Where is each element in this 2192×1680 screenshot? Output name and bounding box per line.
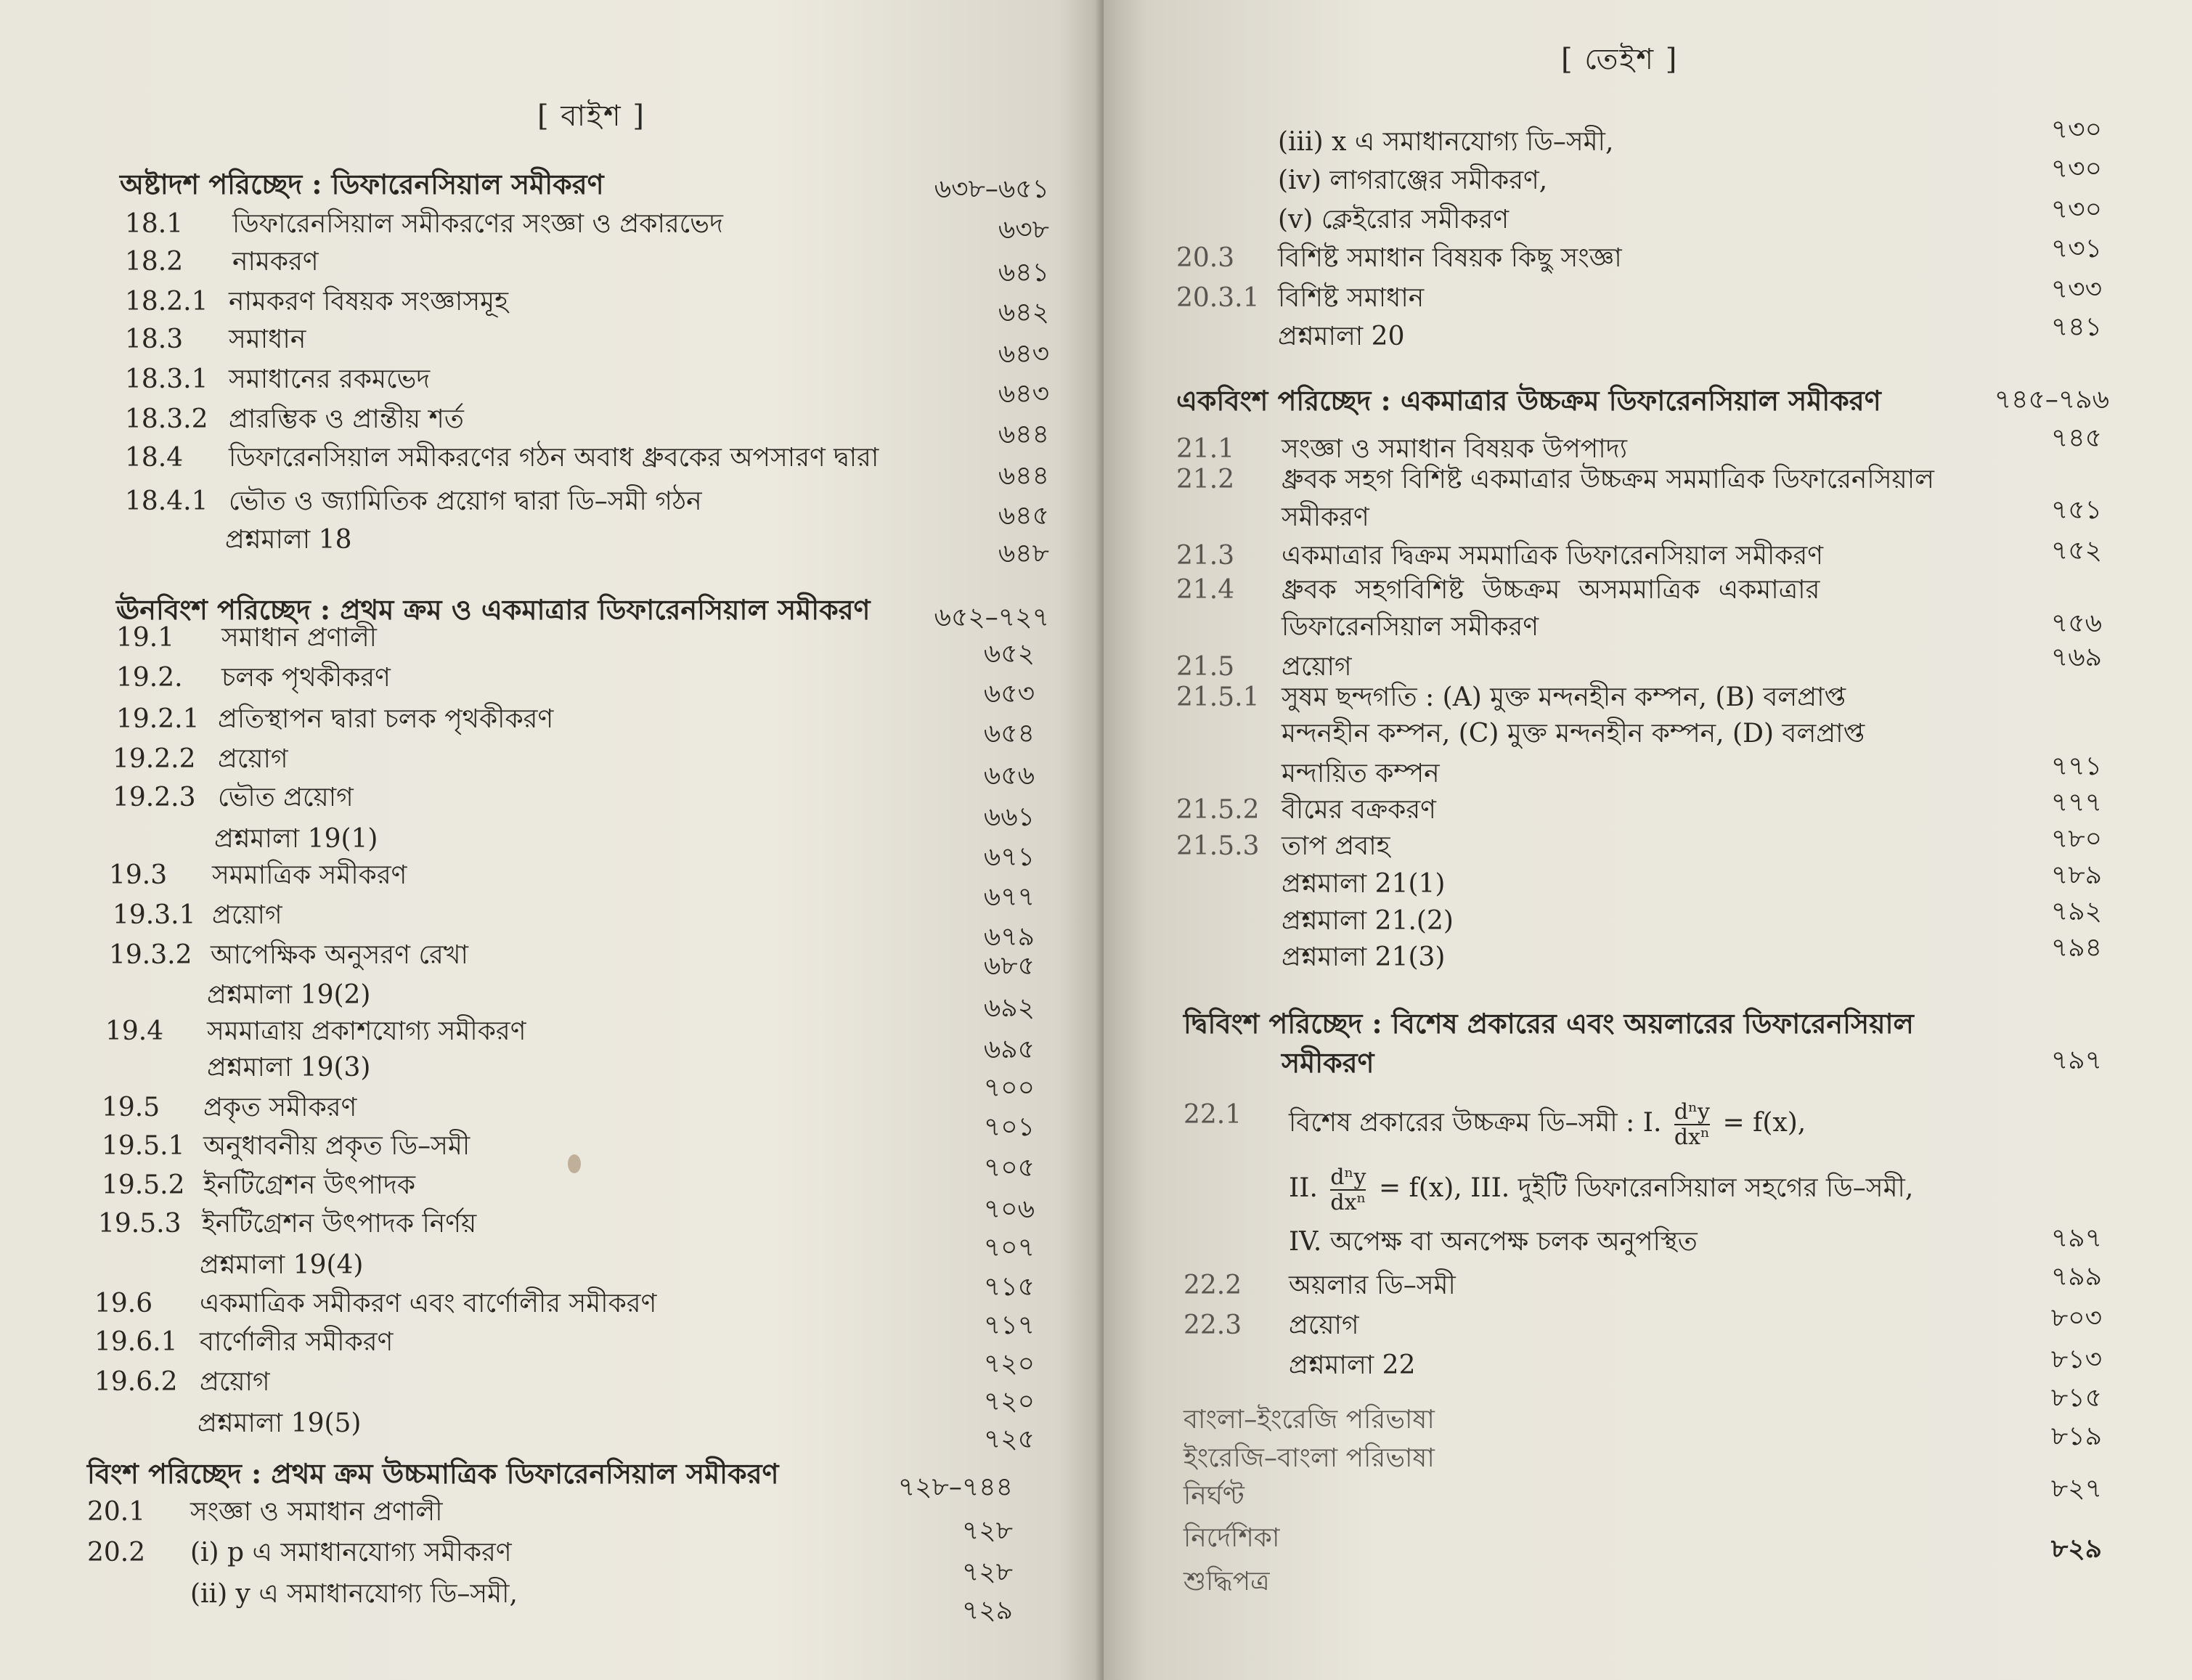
toc-page: ৭৪৫ xyxy=(2050,423,2102,453)
toc-page-range: ৬৫২–৭২৭ xyxy=(934,603,1049,632)
toc-page: ৭২৫ xyxy=(983,1424,1035,1454)
toc-page: ৭৯৯ xyxy=(2050,1262,2102,1292)
toc-page: ৮০৩ xyxy=(2050,1303,2102,1333)
toc-page: ৭৩০ xyxy=(2050,115,2102,144)
toc-page: ৭৯৭ xyxy=(2050,1045,2102,1075)
fraction-dny-dxn: $\frac{\text{dⁿy}}{\text{dxⁿ}}$ xyxy=(1330,1165,1366,1215)
toc-page: ৭৩১ xyxy=(2050,234,2102,264)
fraction-dny-dxn: $\frac{\text{dⁿy}}{\text{dxⁿ}}$ xyxy=(1674,1099,1711,1150)
toc-page: ৬৫৩ xyxy=(983,679,1035,709)
toc-page: ৬৮৫ xyxy=(983,951,1035,981)
toc-chapter: অষ্টাদশ পরিচ্ছেদ : ডিফারেনসিয়াল সমীকরণ xyxy=(120,168,604,200)
toc-page: ৬৪২ xyxy=(998,298,1049,327)
toc-page: ৮১৫ xyxy=(2050,1383,2102,1413)
toc-page: ৮১৯ xyxy=(2050,1422,2102,1451)
paper-stain xyxy=(568,1154,581,1173)
left-page-header: [ বাইশ ] xyxy=(537,99,645,133)
toc-page: ৭৩০ xyxy=(2050,195,2102,224)
toc-page: ৭৯৭ xyxy=(2050,1223,2102,1253)
toc-page: ৬৭৭ xyxy=(983,882,1035,912)
toc-page: ৭০৬ xyxy=(983,1194,1035,1224)
toc-chapter: ঊনবিংশ পরিচ্ছেদ : প্রথম ক্রম ও একমাত্রার ডিফারেনসিয়াল সমীকরণ xyxy=(116,593,871,626)
toc-page: ৬৪৪ xyxy=(998,420,1049,449)
toc-page: ৬৭৯ xyxy=(983,922,1035,952)
right-page-header: [ তেইশ ] xyxy=(1561,43,1679,76)
toc-page: ৬৪৩ xyxy=(998,379,1049,409)
toc-page: ৭০৭ xyxy=(983,1233,1035,1263)
toc-chapter: বিংশ পরিচ্ছেদ : প্রথম ক্রম উচ্চমাত্রিক ডিফারেনসিয়াল সমীকরণ xyxy=(87,1457,779,1490)
toc-page: ৮২৯ xyxy=(2050,1533,2102,1564)
toc-page: ৬৫৬ xyxy=(983,761,1035,791)
toc-page-range: ৭৪৫–৭৯৬ xyxy=(1994,385,2109,415)
toc-page: ৬৪১ xyxy=(998,258,1049,288)
toc-page: ৬৬১ xyxy=(983,802,1035,832)
right-page xyxy=(1104,0,2192,1680)
toc-page: ৬৭১ xyxy=(983,842,1035,872)
toc-page: ৭৬৯ xyxy=(2050,643,2102,672)
toc-page: ৭৫১ xyxy=(2050,495,2102,525)
toc-page: ৭৭১ xyxy=(2050,751,2102,781)
right-toc: (iii) x এ সমাধানযোগ্য ডি–সমী, ৭৩০ (iv) লাগরাঞ্জের সমীকরণ, ৭৩০ (v) ক্লেইরোর সমীকরণ ৭৩০ 20.3 বিশিষ্ট সমাধান বিষয়ক কিছু সংজ্ঞা ৭৩১ 20.3.1 বিশিষ্ট সমাধান ৭৩৩ প্রশ্নমালা 20 ৭৪১ একবিংশ পরিচ্ছেদ : একমাত্রার উচ্চক্রম ডিফারেনসিয়াল সমীকরণ ৭৪৫–৭৯৬ 21.1 সংজ্ঞা ও সমাধান বিষয়ক উপপাদ্য ৭৪৫ 21.2 ধ্রুবক সহগ বিশিষ্ট একমাত্রার উচ্চক্রম সমমাত্রিক ডিফারেনসিয়াল সমীকরণ ৭৫১ 21.3 একমাত্রার দ্বিক্রম সমমাত্রিক ডিফারেনসিয়াল সমীকরণ ৭৫২ 21.4 ধ্রুবক সহগবিশিষ্ট উচ্চক্রম অসমমাত্রিক একমাত্রার ডিফারেনসিয়াল সমীকরণ ৭৫৬ 21.5 প্রয়োগ ৭৬৯ 21.5.1 সুষম ছন্দগতি : (A) মুক্ত মন্দনহীন কম্পন, (B) বলপ্রাপ্ত মন্দনহীন কম্পন, (C) মুক্ত মন্দনহীন কম্পন, (D) বলপ্রাপ্ত মন্দায়িত কম্পন ৭৭১ 21.5.2 বীমের বক্রকরণ ৭৭৭ 21.5.3 তাপ প্রবাহ ৭৮০ প্রশ্নমালা 21(1) ৭৮৯ প্রশ্নমালা 21.(2) ৭৯২ প্রশ্নমালা 21(3) ৭৯৪ দ্বিবিংশ পরিচ্ছেদ : বিশেষ প্রকারের এবং অয়লারের ডিফারেনসিয়াল সমীকরণ ৭৯৭ 22.1 বিশেষ প্রকারের উচ্চক্রম ডি–সমী : I. $\frac{\text{dⁿy}}{\text{dxⁿ}}$ = f(x), II. $\frac{\text{dⁿy}}{\text{dxⁿ}}$ = f(x), III. দুইটি ডিফারেনসিয়াল সহগের ডি–সমী, IV. অপেক্ষ বা অনপেক্ষ চলক অনুপস্থিত ৭৯৭ 22.2 অয়লার ডি–সমী ৭৯৯ 22.3 প্রয়োগ ৮০৩ প্রশ্নমালা 22 ৮১৩ বাংলা–ইংরেজি পরিভাষা ৮১৫ ইংরেজি–বাংলা পরিভাষা ৮১৯ নির্ঘণ্ট ৮২৭ নির্দেশিকা ৮২৯ শুদ্ধিপত্র xyxy=(1176,115,2109,1597)
toc-page: ৭৮৯ xyxy=(2050,860,2102,890)
toc-page: ৭০০ xyxy=(983,1073,1035,1103)
toc-page: ৭০৫ xyxy=(983,1153,1035,1183)
toc-page: ৬৩৮ xyxy=(998,215,1049,245)
toc-page: ৭৫২ xyxy=(2050,536,2102,566)
toc-page: ৭২৮ xyxy=(961,1516,1013,1546)
toc-chapter-continuation: সমীকরণ xyxy=(1282,1046,1374,1079)
toc-page: ৬৪৫ xyxy=(998,501,1049,531)
toc-page: ৮২৭ xyxy=(2050,1474,2102,1504)
toc-page: ৬৪৩ xyxy=(998,339,1049,369)
toc-page: ৭২৮ xyxy=(961,1557,1013,1587)
toc-page: ৭১৭ xyxy=(983,1310,1035,1340)
toc-page: ৭৯৪ xyxy=(2050,933,2102,963)
toc-chapter: একবিংশ পরিচ্ছেদ : একমাত্রার উচ্চক্রম ডিফারেনসিয়াল সমীকরণ xyxy=(1176,384,1881,417)
toc-page: ৬৪৪ xyxy=(998,461,1049,491)
toc-page: ৭৩৩ xyxy=(2050,274,2102,304)
toc-page: ৬৪৮ xyxy=(998,539,1049,568)
toc-page: ৭৭৭ xyxy=(2050,788,2102,817)
toc-page: ৭৫৬ xyxy=(2050,608,2102,638)
toc-page: ৬৫২ xyxy=(983,639,1035,669)
toc-page: ৭০১ xyxy=(983,1112,1035,1142)
toc-page-range: ৬৩৮–৬৫১ xyxy=(934,174,1049,204)
toc-page-range: ৭২৮–৭৪৪ xyxy=(897,1472,1013,1502)
toc-page: ৭৯২ xyxy=(2050,897,2102,926)
toc-page: ৭২৯ xyxy=(961,1596,1013,1626)
toc-page: ৭৪১ xyxy=(2050,312,2102,342)
toc-page: ৭৮০ xyxy=(2050,824,2102,854)
toc-chapter: দ্বিবিংশ পরিচ্ছেদ : বিশেষ প্রকারের এবং অয়লারের ডিফারেনসিয়াল xyxy=(1183,1007,1914,1040)
toc-page: ৬৯৫ xyxy=(983,1035,1035,1064)
toc-page: ৭২০ xyxy=(983,1387,1035,1416)
toc-page: ৭১৫ xyxy=(983,1272,1035,1302)
toc-page: ৮১৩ xyxy=(2050,1345,2102,1374)
toc-page: ৬৯২ xyxy=(983,993,1035,1023)
toc-page: ৭২০ xyxy=(983,1349,1035,1379)
toc-page: ৭৩০ xyxy=(2050,154,2102,184)
left-toc: অষ্টাদশ পরিচ্ছেদ : ডিফারেনসিয়াল সমীকরণ ৬৩৮–৬৫১ 18.1 ডিফারেনসিয়াল সমীকরণের সংজ্ঞা ও প্রকারভেদ ৬৩৮ 18.2 নামকরণ ৬৪১ 18.2.1 নামকরণ বিষয়ক সংজ্ঞাসমূহ ৬৪২ 18.3 সমাধান ৬৪৩ 18.3.1 সমাধানের রকমভেদ ৬৪৩ 18.3.2 প্রারম্ভিক ও প্রান্তীয় শর্ত ৬৪৪ 18.4 ডিফারেনসিয়াল সমীকরণের গঠন অবাধ ধ্রুবকের অপসারণ দ্বারা ৬৪৪ 18.4.1 ভৌত ও জ্যামিতিক প্রয়োগ দ্বারা ডি–সমী গঠন ৬৪৫ প্রশ্নমালা 18 ৬৪৮ ঊনবিংশ পরিচ্ছেদ : প্রথম ক্রম ও একমাত্রার ডিফারেনসিয়াল সমীকরণ ৬৫২–৭২৭ 19.1 সমাধান প্রণালী ৬৫২ 19.2. চলক পৃথকীকরণ ৬৫৩ 19.2.1 প্রতিস্থাপন দ্বারা চলক পৃথকীকরণ ৬৫৪ 19.2.2 প্রয়োগ ৬৫৬ 19.2.3 ভৌত প্রয়োগ ৬৬১ প্রশ্নমালা 19(1) ৬৭১ 19.3 সমমাত্রিক সমীকরণ ৬৭৭ 19.3.1 প্রয়োগ ৬৭৯ 19.3.2 আপেক্ষিক অনুসরণ রেখা ৬৮৫ প্রশ্নমালা 19(2) ৬৯২ 19.4 সমমাত্রায় প্রকাশযোগ্য সমীকরণ ৬৯৫ প্রশ্নমালা 19(3) ৭০০ 19.5 প্রকৃত সমীকরণ ৭০১ 19.5.1 অনুধাবনীয় প্রকৃত ডি–সমী ৭০৫ 19.5.2 ইনটিগ্রেশন উৎপাদক ৭০৬ 19.5.3 ইনটিগ্রেশন উৎপাদক নির্ণয় ৭০৭ প্রশ্নমালা 19(4) ৭১৫ 19.6 একমাত্রিক সমীকরণ এবং বার্ণোলীর সমীকরণ ৭১৭ 19.6.1 বার্ণোলীর সমীকরণ ৭২০ 19.6.2 প্রয়োগ ৭২০ প্রশ্নমালা 19(5) ৭২৫ বিংশ পরিচ্ছেদ : প্রথম ক্রম উচ্চমাত্রিক ডিফারেনসিয়াল সমীকরণ ৭২৮–৭৪৪ 20.1 সংজ্ঞা ও সমাধান প্রণালী ৭২৮ 20.2 (i) p এ সমাধানযোগ্য সমীকরণ ৭২৮ (ii) y এ সমাধানযোগ্য ডি–সমী, ৭২৯ xyxy=(87,168,1049,1626)
toc-page: ৬৫৪ xyxy=(983,719,1035,749)
